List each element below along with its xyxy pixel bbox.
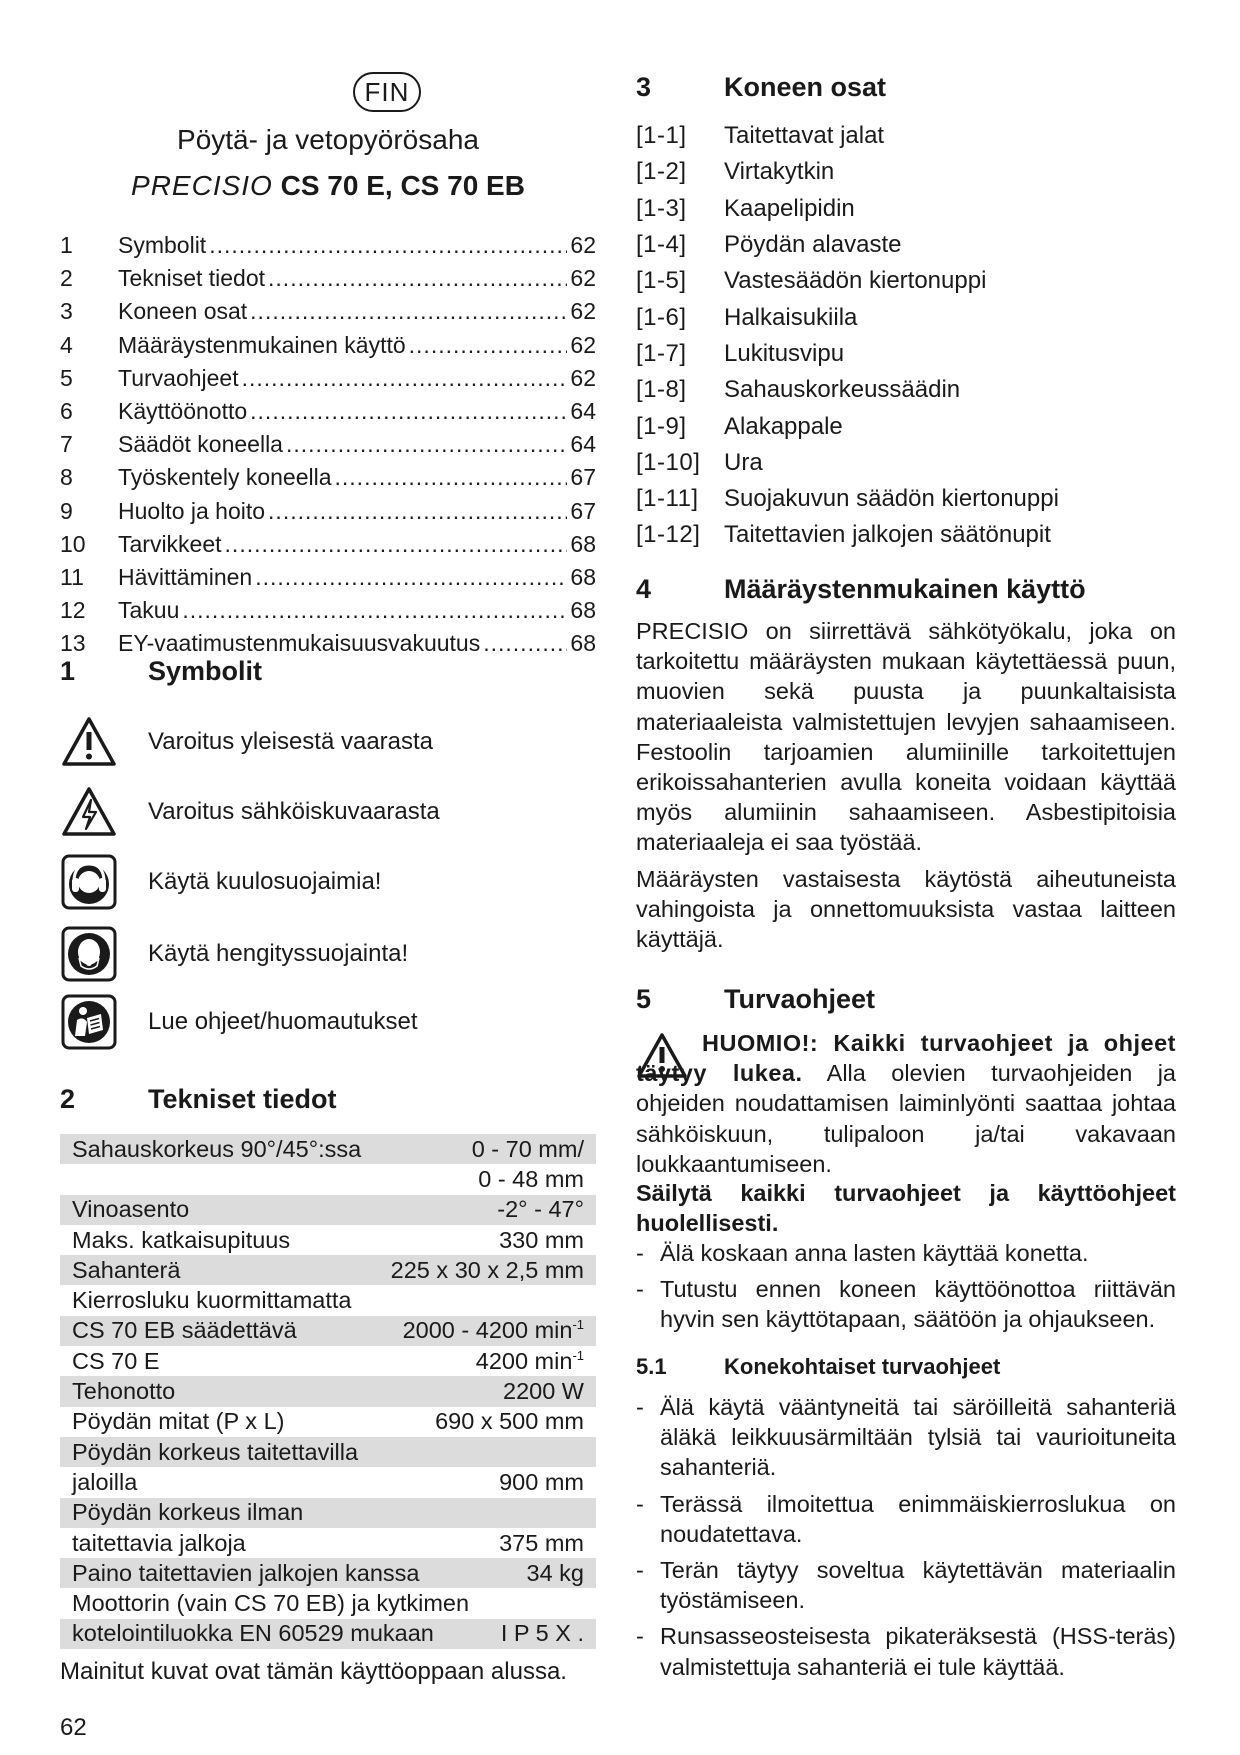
keep-instructions-text: Säilytä kaikki turvaohjeet ja käyttöohjeet huolellisesti. bbox=[636, 1180, 1176, 1237]
part-item bbox=[636, 299, 1176, 335]
part-item bbox=[636, 408, 1176, 444]
spec-row bbox=[60, 1558, 596, 1588]
spec-value: 0 - 48 mm bbox=[478, 1165, 584, 1192]
toc-number: 3 bbox=[60, 298, 73, 325]
toc-number: 12 bbox=[60, 597, 86, 624]
spec-label: Maks. katkaisupituus bbox=[72, 1226, 291, 1253]
part-label: Taitettavat jalat bbox=[724, 122, 885, 150]
toc-entry[interactable] bbox=[60, 362, 596, 395]
part-label: Alakappale bbox=[724, 412, 843, 440]
toc-leader bbox=[250, 398, 567, 425]
spec-row bbox=[60, 1134, 596, 1164]
symbol-row bbox=[60, 710, 596, 774]
spec-label: kotelointiluokka EN 60529 mukaan bbox=[72, 1620, 434, 1647]
spec-value: -2° - 47° bbox=[497, 1196, 584, 1223]
figures-note: Mainitut kuvat ovat tämän käyttöoppaan alussa. bbox=[60, 1658, 567, 1685]
toc-entry[interactable] bbox=[60, 295, 596, 328]
spec-label: jaloilla bbox=[72, 1468, 138, 1495]
part-item bbox=[636, 336, 1176, 372]
list-item: - Runsasseosteisesta pikateräksestä (HSS-teräs) valmistettuja sahanteriä ei tule käyttää. bbox=[636, 1623, 1176, 1680]
safety-warning-text bbox=[636, 1028, 1176, 1179]
spec-unit-superscript: -1 bbox=[572, 1317, 584, 1333]
toc-label: EY-vaatimustenmukaisuusvakuutus bbox=[118, 630, 481, 657]
read-manual-icon bbox=[60, 993, 118, 1051]
toc-leader bbox=[409, 332, 568, 359]
part-label: Taitettavien jalkojen säätönupit bbox=[724, 521, 1051, 549]
toc-page: 62 bbox=[570, 364, 596, 391]
toc-page: 68 bbox=[570, 630, 596, 657]
toc-label: Säädöt koneella bbox=[118, 431, 283, 458]
part-label: Halkaisukiila bbox=[724, 303, 858, 331]
spec-row bbox=[60, 1195, 596, 1225]
symbol-row bbox=[60, 850, 596, 914]
document-title: Pöytä- ja vetopyörösaha bbox=[177, 124, 479, 155]
toc-page: 62 bbox=[570, 298, 596, 325]
toc-entry[interactable] bbox=[60, 594, 596, 627]
spec-row bbox=[60, 1528, 596, 1558]
model-title bbox=[60, 170, 596, 202]
spec-row bbox=[60, 1619, 596, 1649]
spec-label: Tehonotto bbox=[72, 1378, 176, 1405]
spec-row bbox=[60, 1498, 596, 1528]
part-label: Virtakytkin bbox=[724, 158, 835, 186]
part-label: Sahauskorkeussäädin bbox=[724, 376, 961, 404]
toc-leader bbox=[255, 564, 567, 591]
toc-number: 8 bbox=[60, 464, 73, 491]
spec-label: CS 70 EB säädettävä bbox=[72, 1317, 297, 1344]
list-item: - Tutustu ennen koneen käyttöönottoa riittävän hyvin sen käyttötapaan, säätöön ja ohjaukseen. bbox=[636, 1276, 1176, 1333]
toc-number: 11 bbox=[60, 563, 84, 590]
liability-paragraph: Määräysten vastaisesta käytöstä aiheutuneista vahingoista ja onnettomuuksista vastaa laitteen käyttäjä. bbox=[636, 865, 1176, 953]
spec-label: Sahauskorkeus 90°/45°:ssa bbox=[72, 1135, 362, 1162]
spec-label: Paino taitettavien jalkojen kanssa bbox=[72, 1559, 420, 1586]
toc-label: Huolto ja hoito bbox=[118, 497, 266, 524]
general-warning-icon bbox=[60, 713, 118, 771]
part-item bbox=[636, 481, 1176, 517]
toc-page: 67 bbox=[570, 464, 596, 491]
list-item: - Älä koskaan anna lasten käyttää konetta. bbox=[636, 1240, 1089, 1266]
spec-row bbox=[60, 1316, 596, 1346]
part-item bbox=[636, 445, 1176, 481]
spec-row bbox=[60, 1467, 596, 1497]
toc-number: 13 bbox=[60, 630, 86, 657]
part-reference: [1-9] bbox=[636, 412, 687, 440]
spec-row bbox=[60, 1437, 596, 1467]
toc-page: 62 bbox=[570, 331, 596, 358]
spec-row bbox=[60, 1255, 596, 1285]
spec-value: 4200 $\min^{-1}$ bbox=[475, 1347, 584, 1374]
symbol-label: Käytä kuulosuojaimia! bbox=[148, 868, 382, 895]
list-item: - Terän täytyy soveltua käytettävän materiaalin työstämiseen. bbox=[636, 1557, 1176, 1614]
toc-page: 68 bbox=[570, 597, 596, 624]
part-item bbox=[636, 227, 1176, 263]
toc-number: 1 bbox=[60, 232, 73, 259]
spec-label: taitettavia jalkoja bbox=[72, 1529, 246, 1556]
toc-number: 10 bbox=[60, 530, 86, 557]
spec-value: 225 x 30 x 2,5 mm bbox=[390, 1256, 584, 1283]
part-reference: [1-8] bbox=[636, 376, 687, 404]
symbol-label: Varoitus yleisestä vaarasta bbox=[148, 728, 434, 755]
spec-label: Kierrosluku kuormittamatta bbox=[72, 1287, 352, 1314]
spec-value: 2200 W bbox=[503, 1378, 584, 1405]
table-of-contents bbox=[60, 229, 596, 660]
part-item bbox=[636, 517, 1176, 553]
part-item bbox=[636, 263, 1176, 299]
section-3-heading: 3 Koneen osat bbox=[636, 72, 887, 102]
spec-row bbox=[60, 1346, 596, 1376]
symbol-label: Lue ohjeet/huomautukset bbox=[148, 1008, 418, 1035]
spec-value: 2000 - 4200 $\min^{-1}$ bbox=[402, 1317, 584, 1344]
toc-number: 5 bbox=[60, 364, 73, 391]
part-label: Pöydän alavaste bbox=[724, 231, 902, 259]
language-badge: FIN bbox=[353, 72, 421, 112]
toc-leader bbox=[250, 298, 567, 325]
spec-value: 690 x 500 mm bbox=[435, 1408, 584, 1435]
list-item: - Älä käytä vääntyneitä tai säröilleitä sahanteriä äläkä leikkuusärmiltään tylsiä tai vaurioituneita sahanteriä. bbox=[636, 1394, 1176, 1481]
section-1-heading: 1 Symbolit bbox=[60, 656, 263, 686]
part-reference: [1-7] bbox=[636, 339, 687, 367]
section-5-heading: 5 Turvaohjeet bbox=[636, 984, 876, 1014]
spec-label: Sahanterä bbox=[72, 1256, 181, 1283]
spec-label: Moottorin (vain CS 70 EB) ja kytkimen bbox=[72, 1590, 470, 1617]
model-numbers: CS 70 E, CS 70 EB bbox=[280, 170, 525, 201]
spec-value: 375 mm bbox=[499, 1529, 584, 1556]
toc-page: 62 bbox=[570, 232, 596, 259]
symbol-row bbox=[60, 990, 596, 1054]
section-4-heading: 4 Määräystenmukainen käyttö bbox=[636, 574, 1086, 604]
toc-label: Takuu bbox=[118, 597, 180, 624]
page-number: 62 bbox=[60, 1714, 87, 1741]
toc-number: 2 bbox=[60, 265, 73, 292]
toc-page: 68 bbox=[570, 563, 596, 590]
toc-entry[interactable] bbox=[60, 428, 596, 461]
list-item: - Terässä ilmoitettua enimmäiskierroslukua on noudatettava. bbox=[636, 1490, 1176, 1547]
toc-leader bbox=[286, 431, 567, 458]
part-reference: [1-4] bbox=[636, 231, 687, 259]
toc-entry[interactable] bbox=[60, 395, 596, 428]
part-reference: [1-5] bbox=[636, 267, 687, 295]
part-reference: [1-3] bbox=[636, 194, 687, 222]
toc-leader bbox=[209, 232, 567, 259]
toc-entry[interactable] bbox=[60, 329, 596, 362]
toc-label: Koneen osat bbox=[118, 298, 248, 325]
technical-data-table bbox=[60, 1134, 596, 1649]
part-reference: [1-6] bbox=[636, 303, 687, 331]
toc-label: Hävittäminen bbox=[118, 563, 253, 590]
toc-label: Työskentely koneella bbox=[118, 464, 332, 491]
toc-number: 7 bbox=[60, 431, 73, 458]
ear-protection-icon bbox=[60, 853, 118, 911]
toc-page: 64 bbox=[570, 398, 596, 425]
toc-label: Määräystenmukainen käyttö bbox=[118, 331, 406, 358]
spec-label: Pöydän mitat (P x L) bbox=[72, 1408, 285, 1435]
part-item bbox=[636, 154, 1176, 190]
toc-entry[interactable] bbox=[60, 561, 596, 594]
part-reference: [1-2] bbox=[636, 158, 687, 186]
spec-row bbox=[60, 1225, 596, 1255]
toc-entry[interactable] bbox=[60, 229, 596, 262]
toc-entry[interactable] bbox=[60, 528, 596, 561]
part-item bbox=[636, 191, 1176, 227]
model-series: PRECISIO bbox=[131, 170, 273, 201]
toc-label: Käyttöönotto bbox=[118, 398, 248, 425]
part-item bbox=[636, 372, 1176, 408]
warning-body: Alla olevien turvaohjeiden ja ohjeiden noudattamisen laiminlyönti saattaa johtaa sähköiskuun, tulipaloon ja/tai vakavaan loukkaantumiseen. bbox=[636, 1060, 1176, 1177]
spec-row bbox=[60, 1164, 596, 1194]
toc-entry[interactable] bbox=[60, 262, 596, 295]
spec-row bbox=[60, 1285, 596, 1315]
toc-leader bbox=[335, 464, 568, 491]
toc-leader bbox=[242, 365, 568, 392]
part-reference: [1-1] bbox=[636, 122, 687, 150]
toc-leader bbox=[225, 531, 568, 558]
toc-number: 9 bbox=[60, 497, 73, 524]
toc-label: Turvaohjeet bbox=[118, 364, 239, 391]
part-reference: [1-11] bbox=[636, 485, 699, 513]
intended-use-paragraph: PRECISIO on siirrettävä sähkötyökalu, joka on tarkoitettu määräysten mukaan käytettäessä puun, muovien sekä puusta ja puunkaltaisista materiaaleista valmistettujen levyjen sahaamiseen. Festoolin tarjoamien alumiinille tarkoitettujen erikoissahanterien avulla koneita voidaan käyttää myös alumiinin sahaamiseen. Asbestipitoisia materiaaleja ei saa työstää. bbox=[636, 618, 1176, 856]
toc-number: 6 bbox=[60, 398, 73, 425]
spec-unit-superscript: -1 bbox=[572, 1347, 584, 1363]
toc-label: Symbolit bbox=[118, 232, 207, 259]
symbol-label: Käytä hengityssuojainta! bbox=[148, 940, 409, 967]
part-label: Ura bbox=[724, 448, 763, 476]
spec-label: Vinoasento bbox=[72, 1196, 190, 1223]
toc-label: Tarvikkeet bbox=[118, 530, 222, 557]
section-2-heading: 2 Tekniset tiedot bbox=[60, 1084, 337, 1114]
machine-parts-list bbox=[636, 118, 1176, 554]
spec-row bbox=[60, 1376, 596, 1406]
part-label: Vastesäädön kiertonuppi bbox=[724, 267, 987, 295]
part-label: Lukitusvipu bbox=[724, 339, 845, 367]
toc-page: 64 bbox=[570, 431, 596, 458]
part-reference: [1-10] bbox=[636, 448, 701, 476]
spec-value: 0 - 70 mm/ bbox=[471, 1135, 584, 1162]
spec-row bbox=[60, 1407, 596, 1437]
intended-use-text bbox=[636, 616, 1176, 954]
toc-leader bbox=[483, 630, 567, 657]
toc-leader bbox=[182, 597, 567, 624]
part-label: Suojakuvun säädön kiertonuppi bbox=[724, 485, 1059, 513]
symbol-row bbox=[60, 922, 596, 986]
toc-page: 68 bbox=[570, 530, 596, 557]
electric-shock-warning-icon bbox=[60, 783, 118, 841]
spec-label: CS 70 E bbox=[72, 1347, 160, 1374]
toc-page: 62 bbox=[570, 265, 596, 292]
spec-row bbox=[60, 1588, 596, 1618]
part-reference: [1-12] bbox=[636, 521, 701, 549]
spec-value: 900 mm bbox=[499, 1468, 584, 1495]
toc-entry[interactable] bbox=[60, 495, 596, 528]
symbol-label: Varoitus sähköiskuvaarasta bbox=[148, 798, 440, 825]
warning-bold: HUOMIO!: Kaikki turvaohjeet ja ohjeet täytyy lukea. bbox=[636, 1030, 1176, 1087]
spec-label: Pöydän korkeus ilman bbox=[72, 1499, 304, 1526]
section-5-1-heading: 5.1 Konekohtaiset turvaohjeet bbox=[636, 1354, 1001, 1379]
toc-leader bbox=[268, 498, 567, 525]
symbol-row bbox=[60, 780, 596, 844]
part-label: Kaapelipidin bbox=[724, 194, 855, 222]
spec-value: 330 mm bbox=[499, 1226, 584, 1253]
toc-entry[interactable] bbox=[60, 461, 596, 494]
spec-value: I P 5 X . bbox=[500, 1620, 584, 1647]
spec-label: Pöydän korkeus taitettavilla bbox=[72, 1438, 359, 1465]
machine-safety-list bbox=[636, 1392, 1176, 1688]
toc-page: 67 bbox=[570, 497, 596, 524]
spec-value: 34 kg bbox=[526, 1559, 584, 1586]
toc-number: 4 bbox=[60, 331, 73, 358]
respirator-icon bbox=[60, 925, 118, 983]
toc-leader bbox=[268, 265, 567, 292]
toc-label: Tekniset tiedot bbox=[118, 265, 266, 292]
part-item bbox=[636, 118, 1176, 154]
general-safety-list bbox=[636, 1238, 1176, 1341]
